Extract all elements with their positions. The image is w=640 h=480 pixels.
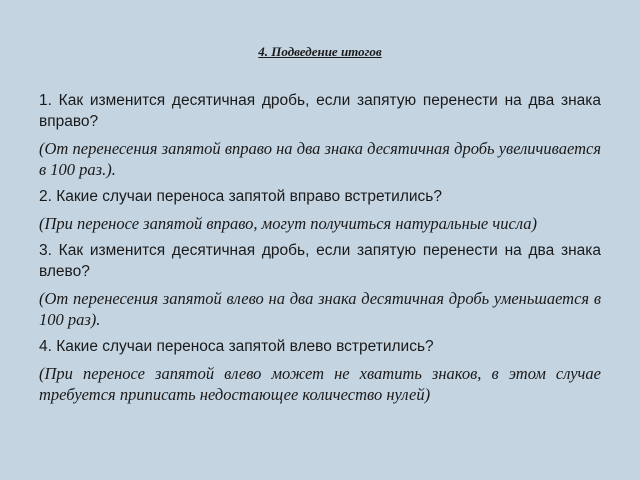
answer-4: (При переносе запятой влево может не хватить знаков, в этом случае требуется приписать недостающее количество нулей): [39, 364, 601, 404]
question-2: 2. Какие случаи переноса запятой вправо встретились?: [39, 188, 442, 205]
question-3: 3. Как изменится десятичная дробь, если запятую перенести на два знака влево?: [39, 242, 601, 280]
slide-content: [39, 90, 601, 411]
question-1: 1. Как изменится десятичная дробь, если запятую перенести на два знака вправо?: [39, 92, 601, 130]
slide-title: 4. Подведение итогов: [258, 44, 382, 59]
answer-2: (При переносе запятой вправо, могут получиться натуральные числа): [39, 214, 537, 233]
answer-3: (От перенесения запятой влево на два знака десятичная дробь уменьшается в 100 раз).: [39, 289, 601, 329]
question-4: 4. Какие случаи переноса запятой влево встретились?: [39, 338, 434, 355]
answer-1: (От перенесения запятой вправо на два знака десятичная дробь увеличивается в 100 раз.).: [39, 139, 601, 179]
